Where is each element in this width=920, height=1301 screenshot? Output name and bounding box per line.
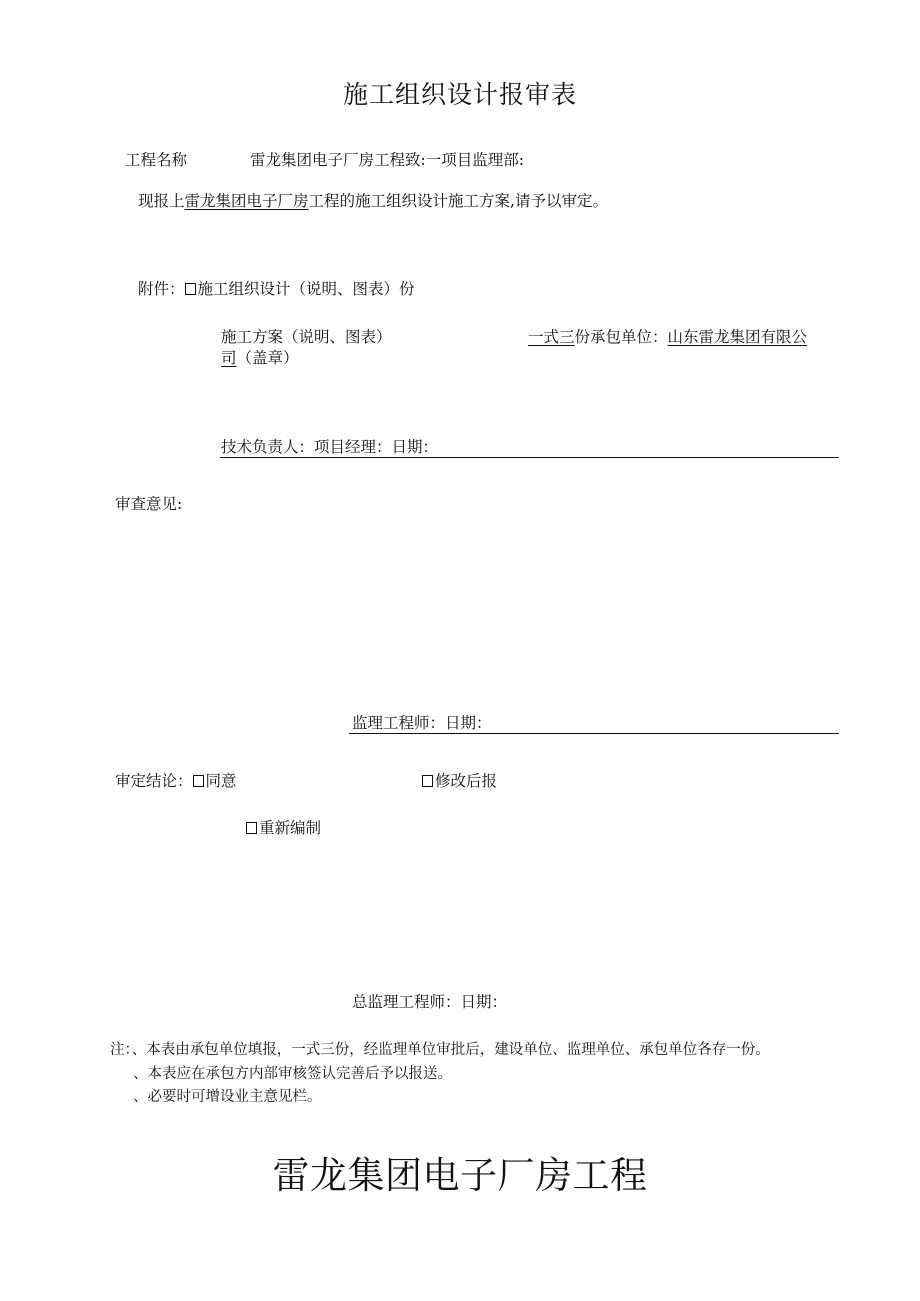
- contractor-signature-line: [220, 457, 839, 458]
- conclusion-revise: [422, 771, 497, 791]
- review-opinion-label: 审查意见:: [115, 495, 183, 513]
- seal-note: （盖章）: [236, 349, 299, 367]
- checkbox-agree-icon[interactable]: [193, 775, 204, 787]
- option-revise: 修改后报: [435, 772, 498, 790]
- document-title: 施工组织设计报审表: [342, 80, 577, 109]
- note-2: 、本表应在承包方内部审核签认完善后予以报送。: [133, 1066, 452, 1082]
- submission-project-name: 雷龙集团电子厂房: [184, 192, 309, 210]
- option-recompile: 重新编制: [259, 819, 322, 837]
- attachment-item-plan: 施工方案（说明、图表）: [221, 328, 392, 346]
- submission-prefix: 现报上: [138, 192, 185, 210]
- checkbox-revise-icon[interactable]: [422, 775, 433, 787]
- conclusion-recompile: [246, 818, 321, 838]
- attachment-item-design: 施工组织设计（说明、图表）份: [197, 280, 415, 298]
- contractor-signature: 技术负责人：项目经理：日期：: [221, 438, 439, 456]
- project-name-value: 雷龙集团电子厂房工程致:一项目监理部:: [250, 151, 524, 169]
- attachment-row-1: [138, 279, 415, 299]
- chief-supervisor-signature: 总监理工程师：日期：: [352, 993, 508, 1011]
- conclusion-label: 审定结论：: [115, 772, 193, 790]
- copies-suffix: 份承包单位：: [574, 328, 668, 346]
- supervisor-signature: 监理工程师：日期：: [352, 714, 492, 732]
- conclusion-row: [115, 771, 237, 791]
- submission-sentence: [138, 191, 608, 211]
- supervisor-signature-line: [349, 733, 839, 734]
- note-1: 注：、本表由承包单位填报，一式三份，经监理单位审批后，建设单位、监理单位、承包单位各存一份。: [110, 1042, 770, 1058]
- attachments-label: 附件：: [138, 280, 185, 298]
- option-agree: 同意: [205, 772, 237, 790]
- footer-project-title: 雷龙集团电子厂房工程: [272, 1154, 648, 1197]
- checkbox-recompile-icon[interactable]: [246, 822, 257, 834]
- contractor-line2: [221, 348, 299, 368]
- submission-suffix: 工程的施工组织设计施工方案,请予以审定。: [308, 192, 608, 210]
- copies-count: 一式三: [528, 328, 575, 346]
- contractor-name-line2: 司: [221, 349, 237, 367]
- note-3: 、必要时可增设业主意见栏。: [133, 1089, 322, 1105]
- project-name-label: 工程名称: [125, 151, 188, 169]
- checkbox-icon[interactable]: [185, 283, 196, 295]
- contractor-name-line1: 山东雷龙集团有限公: [667, 328, 808, 346]
- copies-and-contractor: [528, 327, 807, 347]
